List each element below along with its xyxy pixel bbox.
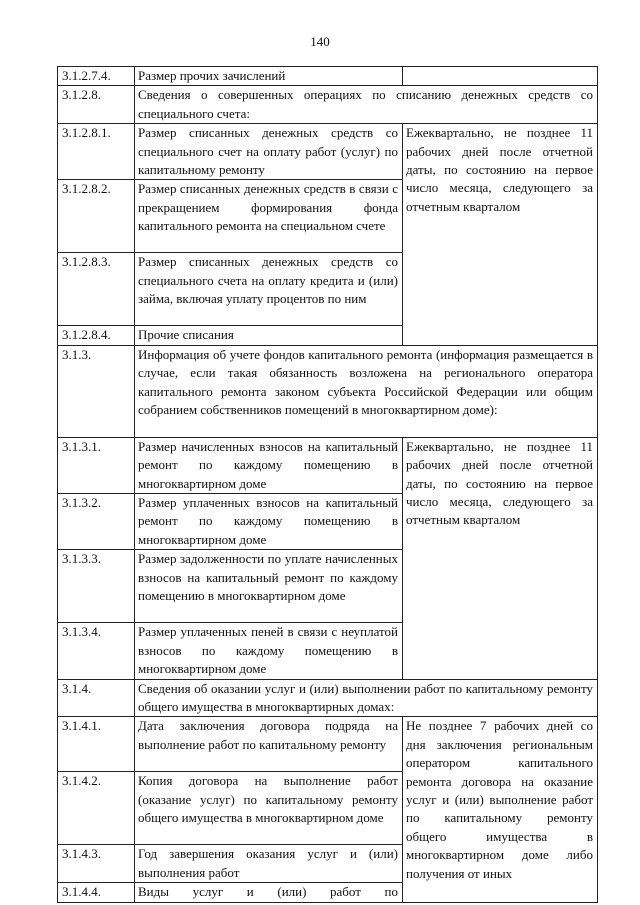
row-number: 3.1.2.8. xyxy=(58,86,135,124)
row-description: Размер начисленных взносов на капитальный ремонт по каждому помещению в многоквартирном доме xyxy=(135,437,403,493)
row-number: 3.1.2.8.4. xyxy=(58,326,135,345)
table-row xyxy=(58,345,598,437)
row-description: Размер списанных денежных средств в связи с прекращением формирования фонда капитального ремонта на специальном счете xyxy=(135,180,403,253)
table-row xyxy=(58,717,598,772)
row-description: Сведения об оказании услуг и (или) выполнении работ по капитальному ремонту общего имущества в многоквартирных домах: xyxy=(135,679,598,717)
row-number: 3.1.4.1. xyxy=(58,717,135,772)
row-description: Прочие списания xyxy=(135,326,403,345)
table-row xyxy=(58,124,598,180)
row-number: 3.1.2.8.3. xyxy=(58,253,135,326)
table-row xyxy=(58,437,598,493)
row-description: Размер прочих зачислений xyxy=(135,67,403,86)
table-row xyxy=(58,679,598,717)
row-number: 3.1.4.3. xyxy=(58,845,135,883)
table-row xyxy=(58,67,598,86)
row-description: Размер уплаченных взносов на капитальный ремонт по каждому помещению в многоквартирном доме xyxy=(135,494,403,550)
periodicity-cell: Не позднее 7 рабочих дней со дня заключения региональным оператором капитального ремонта договора на оказание услуг и (или) выполнение работ по капитальному ремонту общего имущества в многоквартирном доме либо получения от иных xyxy=(403,717,598,902)
row-description: Копия договора на выполнение работ (оказание услуг) по капитальному ремонту общего имущества в многоквартирном доме xyxy=(135,772,403,845)
row-number: 3.1.2.7.4. xyxy=(58,67,135,86)
row-description: Год завершения оказания услуг и (или) выполнения работ xyxy=(135,845,403,883)
periodicity-cell: Ежеквартально, не позднее 11 рабочих дней после отчетной даты, по состоянию на первое число месяца, следующего за отчетным кварталом xyxy=(403,437,598,679)
row-number: 3.1.3.1. xyxy=(58,437,135,493)
row-description: Виды услуг и (или) работ по xyxy=(135,883,403,902)
row-number: 3.1.4.4. xyxy=(58,883,135,902)
row-description: Дата заключения договора подряда на выполнение работ по капитальному ремонту xyxy=(135,717,403,772)
row-description: Сведения о совершенных операциях по списанию денежных средств со специального счета: xyxy=(135,86,598,124)
page-number: 140 xyxy=(310,34,330,49)
table-row xyxy=(58,86,598,124)
row-description: Размер списанных денежных средств со специального счет на оплату работ (услуг) по капитальному ремонту xyxy=(135,124,403,180)
row-description: Размер задолженности по уплате начисленных взносов на капитальный ремонт по каждому помещению в многоквартирном доме xyxy=(135,550,403,623)
row-number: 3.1.2.8.1. xyxy=(58,124,135,180)
row-number: 3.1.3.3. xyxy=(58,550,135,623)
row-description: Информация об учете фондов капитального ремонта (информация размещается в случае, если такая обязанность возложена на регионального оператора капитального ремонта законом субъекта Российской Федерации или общим собранием собственников помещений в многоквартирном доме): xyxy=(135,345,598,437)
row-number: 3.1.3.2. xyxy=(58,494,135,550)
row-number: 3.1.4.2. xyxy=(58,772,135,845)
row-number: 3.1.4. xyxy=(58,679,135,717)
periodicity-cell xyxy=(403,67,598,86)
periodicity-cell: Ежеквартально, не позднее 11 рабочих дней после отчетной даты, по состоянию на первое число месяца, следующего за отчетным кварталом xyxy=(403,124,598,346)
row-number: 3.1.3. xyxy=(58,345,135,437)
row-description: Размер уплаченных пеней в связи с неуплатой взносов по каждому помещению в многоквартирном доме xyxy=(135,623,403,679)
row-number: 3.1.3.4. xyxy=(58,623,135,679)
row-description: Размер списанных денежных средств со специального счета на оплату кредита и (или) займа, включая уплату процентов по ним xyxy=(135,253,403,326)
requirements-table xyxy=(57,66,598,903)
row-number: 3.1.2.8.2. xyxy=(58,180,135,253)
